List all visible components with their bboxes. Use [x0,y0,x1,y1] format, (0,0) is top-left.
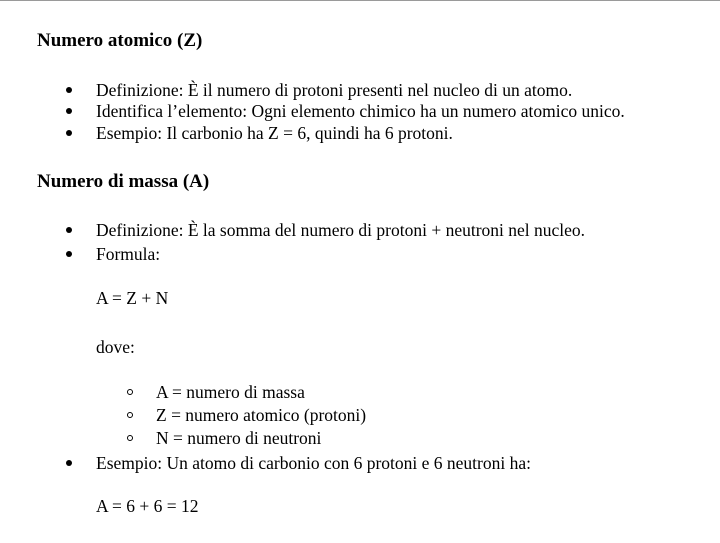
heading-atomic-number: Numero atomico (Z) [37,30,203,51]
circle-bullet-icon [127,412,133,418]
list-item-text: Esempio: Il carbonio ha Z = 6, quindi ha 6 protoni. [96,123,453,143]
sub-list-item-text: A = numero di massa [156,382,305,402]
bullet-icon [66,227,72,233]
formula: A = Z + N [96,288,169,308]
list-item [0,451,720,475]
sub-list-item [0,403,720,427]
list-item-text: Definizione: È il numero di protoni presenti nel nucleo di un atomo. [96,80,573,100]
bullet-icon [66,87,72,93]
heading-mass-number: Numero di massa (A) [37,171,210,192]
where-label: dove: [96,337,135,357]
circle-bullet-icon [127,435,133,441]
list-item [0,121,720,145]
sub-list-item [0,380,720,404]
list-item [0,99,720,123]
circle-bullet-icon [127,389,133,395]
sub-list-item-text: Z = numero atomico (protoni) [156,405,367,425]
list-item-text: Esempio: Un atomo di carbonio con 6 protoni e 6 neutroni ha: [96,453,531,473]
list-item-text: Definizione: È la somma del numero di protoni + neutroni nel nucleo. [96,220,586,240]
list-item [0,218,720,242]
bullet-icon [66,108,72,114]
list-item-text: Formula: [96,244,161,264]
sub-list-item [0,426,720,450]
list-item-text: Identifica l’elemento: Ogni elemento chimico ha un numero atomico unico. [96,101,625,121]
example-formula: A = 6 + 6 = 12 [96,496,199,516]
bullet-icon [66,130,72,136]
sub-list-item-text: N = numero di neutroni [156,428,322,448]
list-item [0,242,720,266]
bullet-icon [66,460,72,466]
bullet-icon [66,251,72,257]
